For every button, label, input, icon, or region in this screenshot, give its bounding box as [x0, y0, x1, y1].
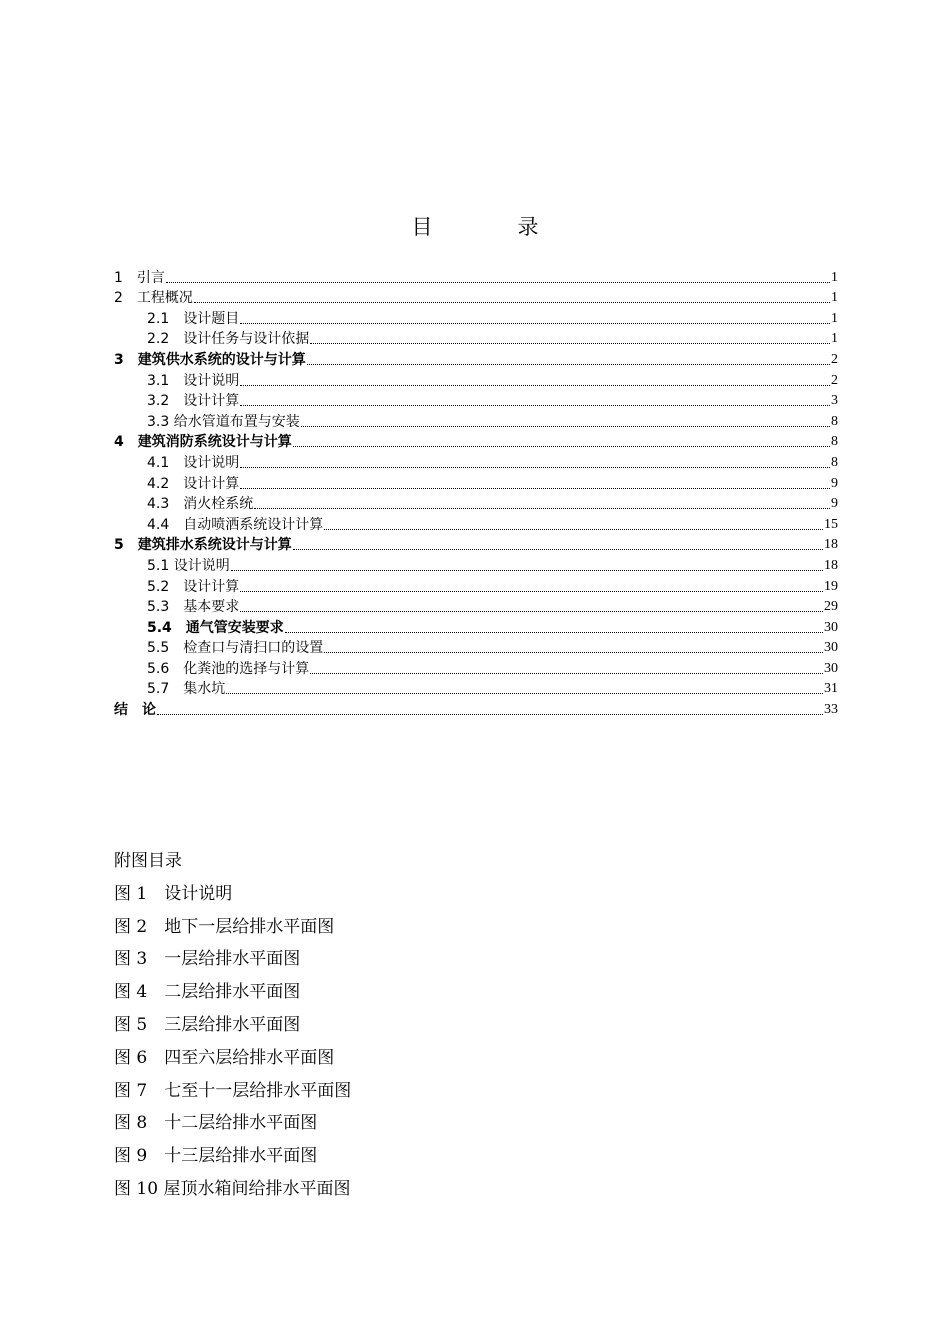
toc-entry-label: 5.2 设计计算 — [147, 578, 240, 595]
toc-entry[interactable] — [114, 432, 838, 453]
toc-entry-page-number: 29 — [824, 599, 838, 615]
toc-entry[interactable] — [114, 370, 838, 391]
toc-entry[interactable] — [114, 699, 838, 720]
toc-entry-page-number: 18 — [824, 537, 838, 553]
appendix-item: 图 8 十二层给排水平面图 — [114, 1113, 318, 1134]
toc-entry-label: 4.2 设计计算 — [147, 475, 240, 492]
toc-entry-label: 5.3 基本要求 — [147, 599, 240, 616]
toc-entry[interactable] — [114, 679, 838, 700]
toc-dot-leader — [157, 714, 823, 715]
toc-dot-leader — [324, 529, 823, 530]
toc-entry-label: 2 工程概况 — [114, 290, 193, 307]
toc-dot-leader — [285, 632, 823, 633]
toc-entry-label: 4.3 消火栓系统 — [147, 496, 254, 513]
toc-entry-label: 5.6 化粪池的选择与计算 — [147, 660, 310, 677]
toc-entry-label: 5.1 设计说明 — [147, 557, 230, 574]
toc-entry-page-number: 19 — [824, 578, 838, 594]
toc-entry-page-number: 33 — [824, 702, 838, 718]
toc-entry-page-number: 9 — [831, 496, 838, 512]
appendix-item: 图 6 四至六层给排水平面图 — [114, 1047, 335, 1068]
toc-entry[interactable] — [114, 514, 838, 535]
toc-entry-page-number: 18 — [824, 557, 838, 573]
appendix-item: 图 1 设计说明 — [114, 883, 233, 904]
toc-entry-page-number: 1 — [831, 269, 838, 285]
toc-dot-leader — [166, 282, 830, 283]
toc-dot-leader — [324, 652, 823, 653]
toc-dot-leader — [310, 343, 830, 344]
toc-entry[interactable] — [114, 308, 838, 329]
toc-dot-leader — [240, 591, 823, 592]
toc-entry-page-number: 1 — [831, 331, 838, 347]
toc-entry-page-number: 3 — [831, 393, 838, 409]
toc-dot-leader — [240, 385, 830, 386]
toc-entry-label: 1 引言 — [114, 269, 165, 286]
appendix-item: 图 2 地下一层给排水平面图 — [114, 916, 335, 937]
toc-dot-leader — [240, 323, 830, 324]
toc-entry[interactable] — [114, 638, 838, 659]
toc-entry-label: 3 建筑供水系统的设计与计算 — [114, 351, 306, 368]
toc-entry-label: 5 建筑排水系统设计与计算 — [114, 537, 292, 554]
toc-dot-leader — [240, 611, 823, 612]
appendix-item: 图 5 三层给排水平面图 — [114, 1014, 301, 1035]
toc-entry[interactable] — [114, 494, 838, 515]
appendix-item: 图 4 二层给排水平面图 — [114, 982, 301, 1003]
toc-dot-leader — [307, 364, 830, 365]
toc-entry[interactable] — [114, 452, 838, 473]
toc-entry-label: 2.2 设计任务与设计依据 — [147, 331, 310, 348]
toc-entry-label: 3.3 给水管道布置与安装 — [147, 413, 300, 430]
toc-entry-label: 5.7 集水坑 — [147, 681, 226, 698]
toc-entry[interactable] — [114, 349, 838, 370]
appendix-item: 图 9 十三层给排水平面图 — [114, 1146, 318, 1167]
toc-entry-page-number: 30 — [824, 660, 838, 676]
appendix-heading: 附图目录 — [114, 851, 182, 871]
toc-entry-page-number: 1 — [831, 290, 838, 306]
toc-entry[interactable] — [114, 267, 838, 288]
toc-entry-page-number: 8 — [831, 454, 838, 470]
appendix-list — [114, 845, 714, 1206]
toc-entry-label: 3.1 设计说明 — [147, 372, 240, 389]
toc-dot-leader — [240, 488, 830, 489]
table-of-contents — [114, 267, 838, 720]
toc-entry[interactable] — [114, 473, 838, 494]
toc-entry-label: 2.1 设计题目 — [147, 310, 240, 327]
toc-entry-page-number: 30 — [824, 640, 838, 656]
toc-dot-leader — [254, 508, 830, 509]
toc-dot-leader — [301, 426, 830, 427]
toc-dot-leader — [194, 302, 830, 303]
toc-entry-page-number: 1 — [831, 310, 838, 326]
toc-entry[interactable] — [114, 288, 838, 309]
toc-entry-label: 5.5 检查口与清扫口的设置 — [147, 640, 324, 657]
toc-entry-label: 5.4 通气管安装要求 — [147, 619, 284, 636]
appendix-item: 图 7 七至十一层给排水平面图 — [114, 1080, 352, 1101]
page-title: 目 录 — [411, 215, 571, 239]
appendix-item: 图 3 一层给排水平面图 — [114, 949, 301, 970]
toc-entry-label: 4 建筑消防系统设计与计算 — [114, 434, 292, 451]
toc-dot-leader — [231, 570, 823, 571]
toc-entry[interactable] — [114, 617, 838, 638]
toc-entry[interactable] — [114, 555, 838, 576]
toc-dot-leader — [240, 405, 830, 406]
toc-entry-page-number: 2 — [831, 372, 838, 388]
toc-entry[interactable] — [114, 411, 838, 432]
toc-entry[interactable] — [114, 329, 838, 350]
toc-entry-label: 4.1 设计说明 — [147, 454, 240, 471]
toc-entry[interactable] — [114, 535, 838, 556]
toc-entry[interactable] — [114, 576, 838, 597]
toc-entry-page-number: 31 — [824, 681, 838, 697]
toc-entry-page-number: 2 — [831, 351, 838, 367]
toc-dot-leader — [226, 693, 823, 694]
appendix-item: 图 10 屋顶水箱间给排水平面图 — [114, 1178, 351, 1199]
toc-dot-leader — [310, 673, 823, 674]
toc-entry-page-number: 8 — [831, 413, 838, 429]
toc-dot-leader — [240, 467, 830, 468]
toc-entry-label: 3.2 设计计算 — [147, 393, 240, 410]
toc-entry-page-number: 9 — [831, 475, 838, 491]
toc-dot-leader — [293, 446, 830, 447]
toc-entry-label: 结 论 — [114, 702, 156, 719]
toc-entry-page-number: 30 — [824, 619, 838, 635]
toc-entry[interactable] — [114, 597, 838, 618]
toc-entry[interactable] — [114, 391, 838, 412]
toc-entry[interactable] — [114, 658, 838, 679]
toc-entry-label: 4.4 自动喷洒系统设计计算 — [147, 516, 324, 533]
toc-dot-leader — [293, 549, 823, 550]
toc-entry-page-number: 15 — [824, 516, 838, 532]
toc-entry-page-number: 8 — [831, 434, 838, 450]
